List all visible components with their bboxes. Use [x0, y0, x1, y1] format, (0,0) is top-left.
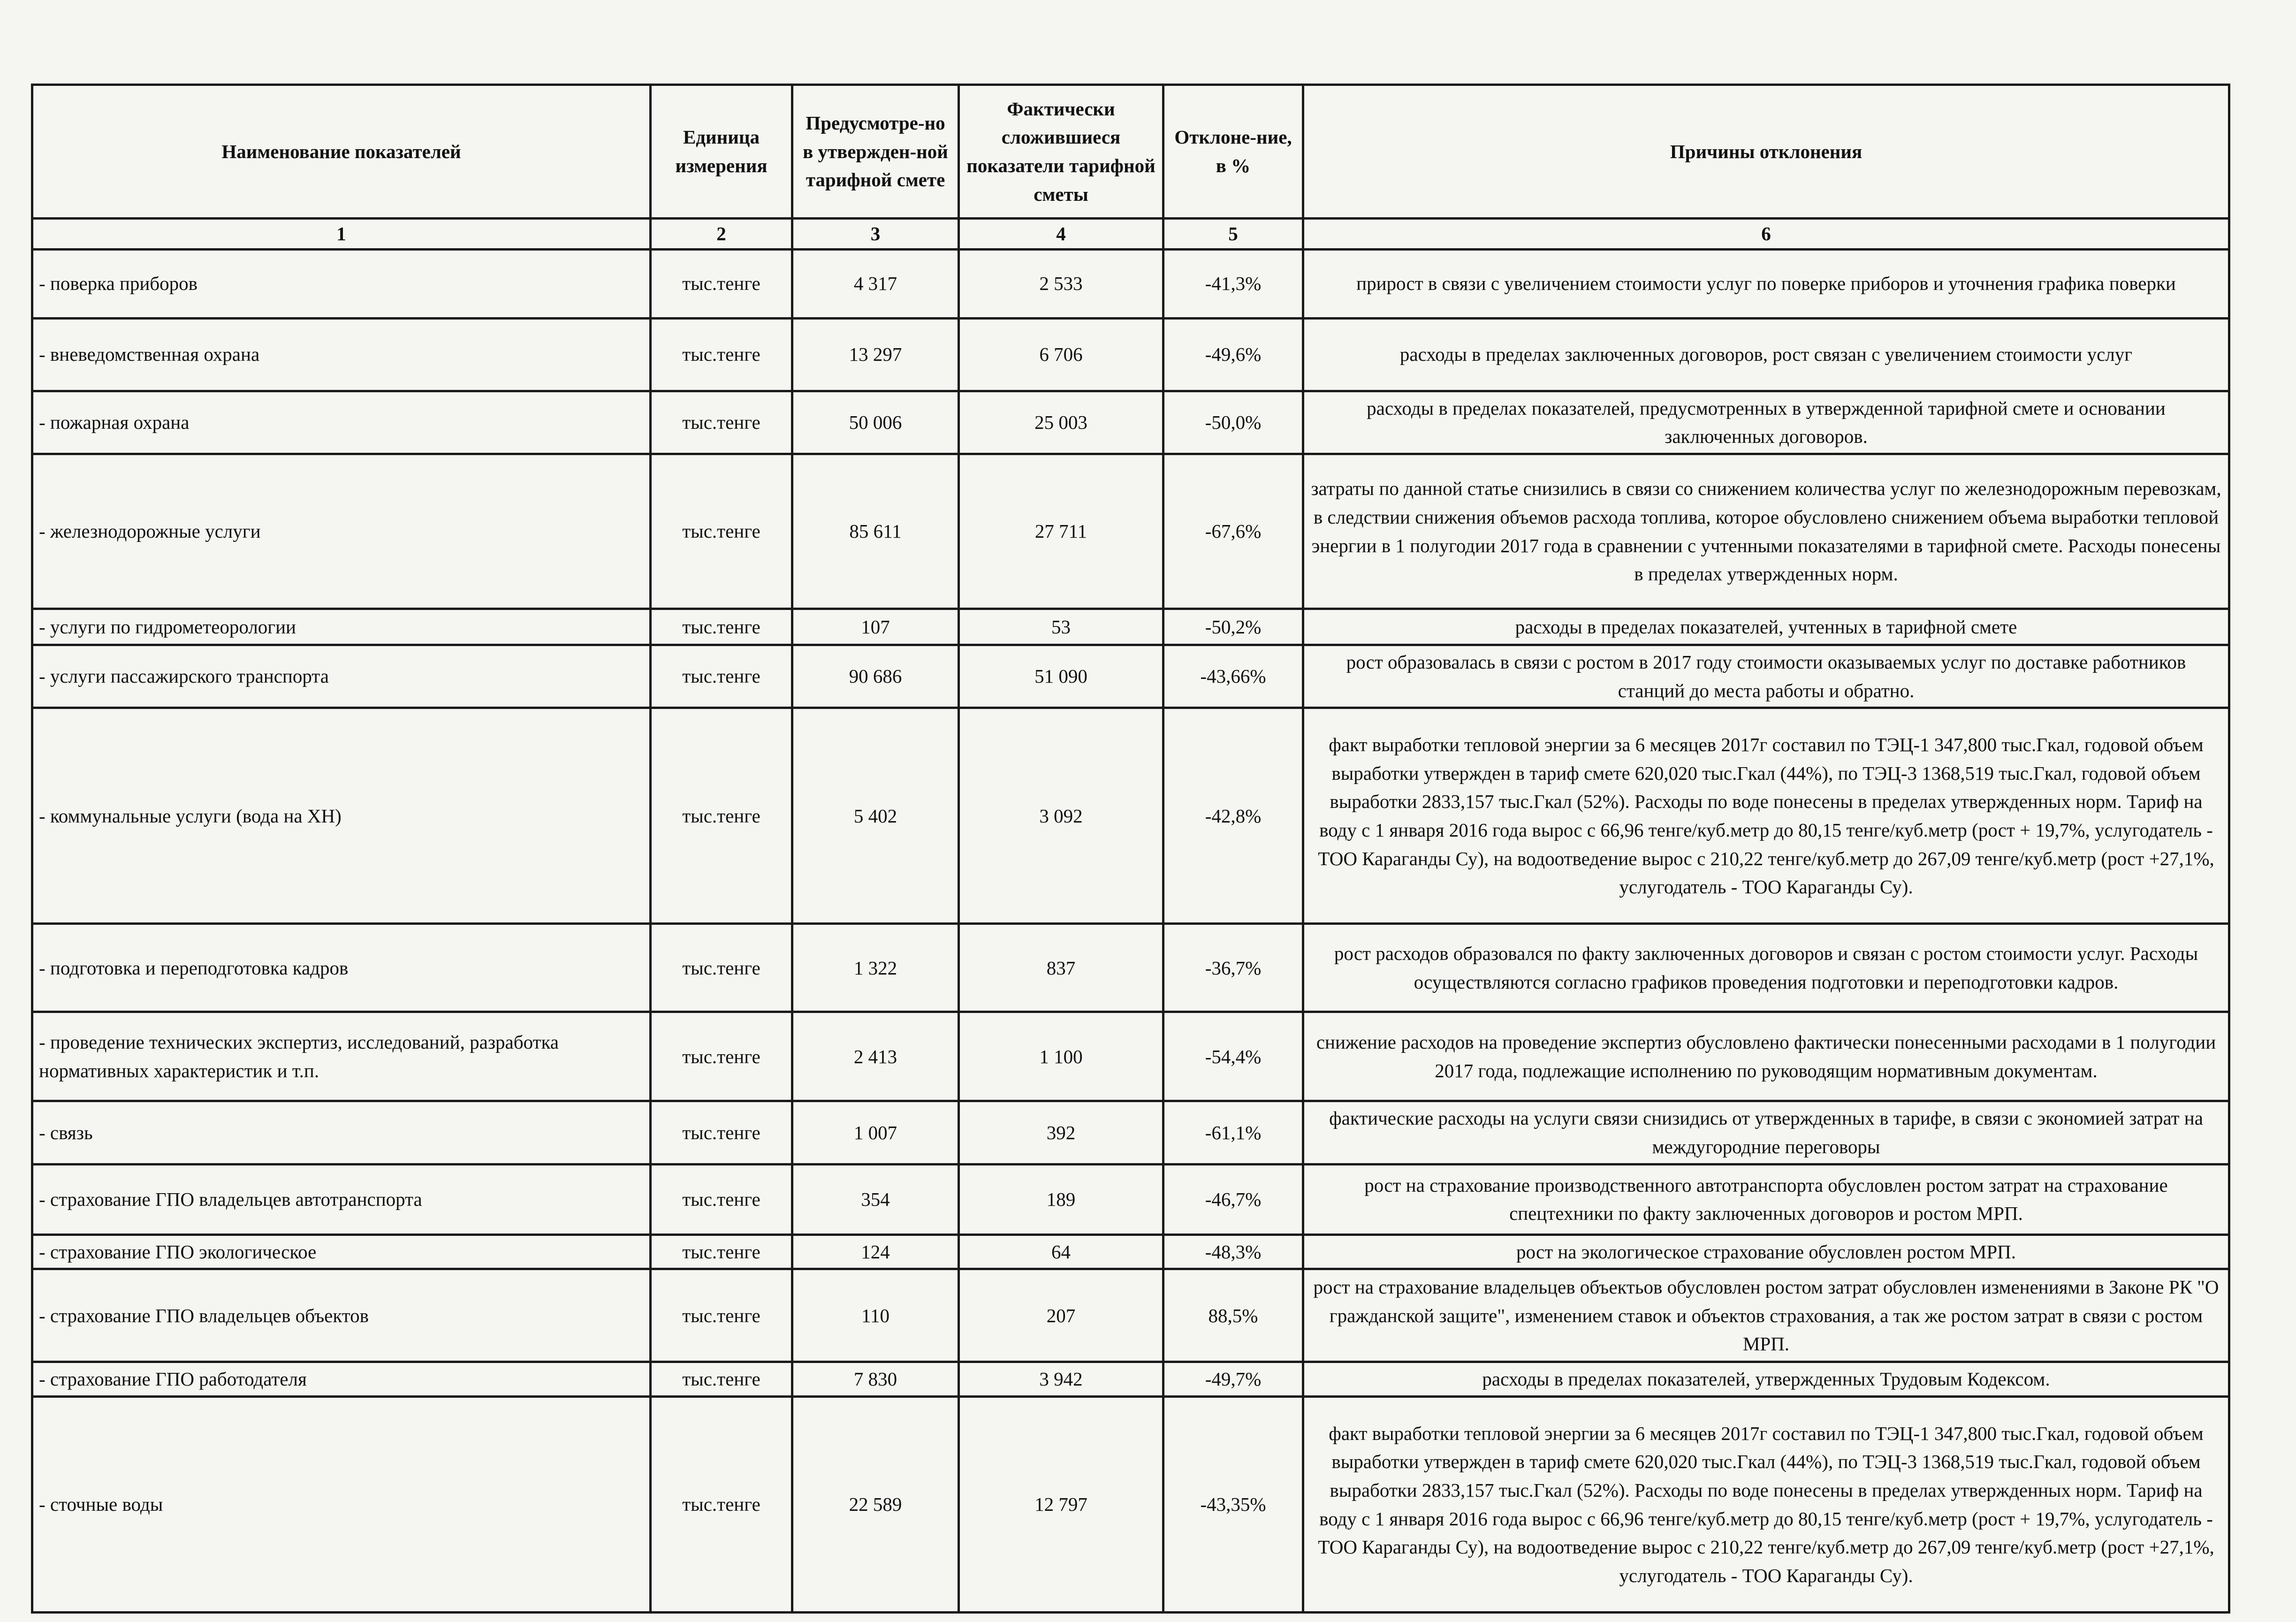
planned-value: 7 830	[792, 1362, 959, 1397]
deviation-value: -42,8%	[1163, 708, 1303, 924]
planned-value: 2 413	[792, 1012, 959, 1101]
deviation-reason: фактические расходы на услуги связи снизидись от утвержденных в тарифе, в связи с экономией затрат на междугородние переговоры	[1303, 1101, 2229, 1164]
indicator-name: - связь	[32, 1101, 651, 1164]
column-number: 2	[651, 219, 792, 250]
deviation-value: -43,35%	[1163, 1397, 1303, 1613]
column-number: 3	[792, 219, 959, 250]
header-deviation: Отклоне-ние, в %	[1163, 85, 1303, 219]
deviation-value: -67,6%	[1163, 454, 1303, 609]
unit-cell: тыс.тенге	[651, 1012, 792, 1101]
table-row	[32, 645, 2229, 708]
indicator-name: - услуги пассажирского транспорта	[32, 645, 651, 708]
planned-value: 22 589	[792, 1397, 959, 1613]
deviation-reason: рост образовалась в связи с ростом в 2017 году стоимости оказываемых услуг по доставке работников станций до места работы и обратно.	[1303, 645, 2229, 708]
indicator-name: - страхование ГПО экологическое	[32, 1234, 651, 1269]
deviation-value: -49,6%	[1163, 318, 1303, 391]
table-row	[32, 318, 2229, 391]
deviation-reason: факт выработки тепловой энергии за 6 месяцев 2017г составил по ТЭЦ-1 347,800 тыс.Гкал, годовой объем выработки утвержден в тариф смете 620,020 тыс.Гкал (44%), по ТЭЦ-3 1368,519 тыс.Гкал, годовой объем выработки 2833,157 тыс.Гкал (52%). Расходы по воде понесены в пределах утвержденных норм. Тариф на воду с 1 января 2016 года вырос с 66,96 тенге/куб.метр до 80,15 тенге/куб.метр (рост + 19,7%, услугодатель - ТОО Караганды Су), на водоотведение вырос с 210,22 тенге/куб.метр до 267,09 тенге/куб.метр (рост +27,1%, услугодатель - ТОО Караганды Су).	[1303, 1397, 2229, 1613]
indicator-name: - услуги по гидрометеорологии	[32, 609, 651, 645]
deviation-reason: рост на экологическое страхование обусловлен ростом МРП.	[1303, 1234, 2229, 1269]
indicator-name: - поверка приборов	[32, 249, 651, 318]
unit-cell: тыс.тенге	[651, 249, 792, 318]
planned-value: 85 611	[792, 454, 959, 609]
planned-value: 354	[792, 1164, 959, 1234]
column-number-row	[32, 219, 2229, 250]
header-indicator-name: Наименование показателей	[32, 85, 651, 219]
table-row	[32, 249, 2229, 318]
deviation-reason: прирост в связи с увеличением стоимости услуг по поверке приборов и уточнения графика поверки	[1303, 249, 2229, 318]
table-row	[32, 1234, 2229, 1269]
column-number: 5	[1163, 219, 1303, 250]
actual-value: 27 711	[959, 454, 1163, 609]
actual-value: 25 003	[959, 391, 1163, 454]
unit-cell: тыс.тенге	[651, 1234, 792, 1269]
deviation-reason: расходы в пределах показателей, утвержденных Трудовым Кодексом.	[1303, 1362, 2229, 1397]
table-row	[32, 924, 2229, 1012]
table-row	[32, 708, 2229, 924]
column-number: 4	[959, 219, 1163, 250]
deviation-value: -46,7%	[1163, 1164, 1303, 1234]
actual-value: 1 100	[959, 1012, 1163, 1101]
actual-value: 64	[959, 1234, 1163, 1269]
table-row	[32, 609, 2229, 645]
table-row	[32, 1101, 2229, 1164]
actual-value: 53	[959, 609, 1163, 645]
unit-cell: тыс.тенге	[651, 454, 792, 609]
deviation-value: -49,7%	[1163, 1362, 1303, 1397]
indicator-name: - пожарная охрана	[32, 391, 651, 454]
actual-value: 2 533	[959, 249, 1163, 318]
indicator-name: - железнодорожные услуги	[32, 454, 651, 609]
unit-cell: тыс.тенге	[651, 391, 792, 454]
unit-cell: тыс.тенге	[651, 1164, 792, 1234]
planned-value: 90 686	[792, 645, 959, 708]
planned-value: 13 297	[792, 318, 959, 391]
header-unit: Единица измерения	[651, 85, 792, 219]
table-row	[32, 1012, 2229, 1101]
deviation-value: -48,3%	[1163, 1234, 1303, 1269]
actual-value: 6 706	[959, 318, 1163, 391]
deviation-value: 88,5%	[1163, 1269, 1303, 1362]
actual-value: 392	[959, 1101, 1163, 1164]
planned-value: 110	[792, 1269, 959, 1362]
deviation-reason: факт выработки тепловой энергии за 6 месяцев 2017г составил по ТЭЦ-1 347,800 тыс.Гкал, годовой объем выработки утвержден в тариф смете 620,020 тыс.Гкал (44%), по ТЭЦ-3 1368,519 тыс.Гкал, годовой объем выработки 2833,157 тыс.Гкал (52%). Расходы по воде понесены в пределах утвержденных норм. Тариф на воду с 1 января 2016 года вырос с 66,96 тенге/куб.метр до 80,15 тенге/куб.метр (рост + 19,7%, услугодатель - ТОО Караганды Су), на водоотведение вырос с 210,22 тенге/куб.метр до 267,09 тенге/куб.метр (рост +27,1%, услугодатель - ТОО Караганды Су).	[1303, 708, 2229, 924]
deviation-value: -61,1%	[1163, 1101, 1303, 1164]
deviation-value: -36,7%	[1163, 924, 1303, 1012]
planned-value: 124	[792, 1234, 959, 1269]
table-row	[32, 1164, 2229, 1234]
indicator-name: - коммунальные услуги (вода на ХН)	[32, 708, 651, 924]
actual-value: 207	[959, 1269, 1163, 1362]
planned-value: 1 322	[792, 924, 959, 1012]
indicator-name: - вневедомственная охрана	[32, 318, 651, 391]
indicator-name: - сточные воды	[32, 1397, 651, 1613]
unit-cell: тыс.тенге	[651, 924, 792, 1012]
deviation-reason: расходы в пределах показателей, предусмотренных в утвержденной тарифной смете и основании заключенных договоров.	[1303, 391, 2229, 454]
unit-cell: тыс.тенге	[651, 1397, 792, 1613]
column-number: 1	[32, 219, 651, 250]
planned-value: 4 317	[792, 249, 959, 318]
unit-cell: тыс.тенге	[651, 1362, 792, 1397]
unit-cell: тыс.тенге	[651, 708, 792, 924]
table-row	[32, 1362, 2229, 1397]
header-planned: Предусмотре-но в утвержден-ной тарифной смете	[792, 85, 959, 219]
header-reason: Причины отклонения	[1303, 85, 2229, 219]
header-actual: Фактически сложившиеся показатели тарифной сметы	[959, 85, 1163, 219]
actual-value: 3 092	[959, 708, 1163, 924]
deviation-reason: рост на страхование производственного автотранспорта обусловлен ростом затрат на страхование спецтехники по факту заключенных договоров и ростом МРП.	[1303, 1164, 2229, 1234]
header-row	[32, 85, 2229, 219]
tariff-deviation-table	[31, 84, 2230, 1614]
actual-value: 12 797	[959, 1397, 1163, 1613]
actual-value: 3 942	[959, 1362, 1163, 1397]
deviation-value: -43,66%	[1163, 645, 1303, 708]
actual-value: 51 090	[959, 645, 1163, 708]
indicator-name: - страхование ГПО владельцев автотранспорта	[32, 1164, 651, 1234]
planned-value: 1 007	[792, 1101, 959, 1164]
deviation-value: -50,0%	[1163, 391, 1303, 454]
planned-value: 107	[792, 609, 959, 645]
deviation-reason: рост на страхование владельцев объектьов обусловлен ростом затрат обусловлен изменениями в Законе РК "О гражданской защите", изменением ставок и объектов страхования, а так же ростом затрат в связи с ростом МРП.	[1303, 1269, 2229, 1362]
deviation-reason: расходы в пределах показателей, учтенных в тарифной смете	[1303, 609, 2229, 645]
unit-cell: тыс.тенге	[651, 609, 792, 645]
deviation-value: -41,3%	[1163, 249, 1303, 318]
indicator-name: - страхование ГПО работодателя	[32, 1362, 651, 1397]
unit-cell: тыс.тенге	[651, 1101, 792, 1164]
indicator-name: - страхование ГПО владельцев объектов	[32, 1269, 651, 1362]
planned-value: 5 402	[792, 708, 959, 924]
indicator-name: - подготовка и переподготовка кадров	[32, 924, 651, 1012]
deviation-value: -54,4%	[1163, 1012, 1303, 1101]
column-number: 6	[1303, 219, 2229, 250]
deviation-reason: затраты по данной статье снизились в связи со снижением количества услуг по железнодорожным перевозкам, в следствии снижения объемов расхода топлива, которое обусловлено снижением объема выработки тепловой энергии в 1 полугодии 2017 года в сравнении с учтенными показателями в тарифной смете. Расходы понесены в пределах утвержденных норм.	[1303, 454, 2229, 609]
unit-cell: тыс.тенге	[651, 318, 792, 391]
deviation-reason: снижение расходов на проведение экспертиз обусловлено фактически понесенными расходами в 1 полугодии 2017 года, подлежащие исполнению по руководящим нормативным документам.	[1303, 1012, 2229, 1101]
deviation-value: -50,2%	[1163, 609, 1303, 645]
table-row	[32, 1397, 2229, 1613]
actual-value: 837	[959, 924, 1163, 1012]
unit-cell: тыс.тенге	[651, 1269, 792, 1362]
unit-cell: тыс.тенге	[651, 645, 792, 708]
table-row	[32, 1269, 2229, 1362]
table-row	[32, 454, 2229, 609]
actual-value: 189	[959, 1164, 1163, 1234]
table-row	[32, 391, 2229, 454]
deviation-reason: расходы в пределах заключенных договоров, рост связан с увеличением стоимости услуг	[1303, 318, 2229, 391]
deviation-reason: рост расходов образовался по факту заключенных договоров и связан с ростом стоимости услуг. Расходы осуществляются согласно графиков проведения подготовки и переподготовки кадров.	[1303, 924, 2229, 1012]
indicator-name: - проведение технических экспертиз, исследований, разработка нормативных характеристик и т.п.	[32, 1012, 651, 1101]
planned-value: 50 006	[792, 391, 959, 454]
